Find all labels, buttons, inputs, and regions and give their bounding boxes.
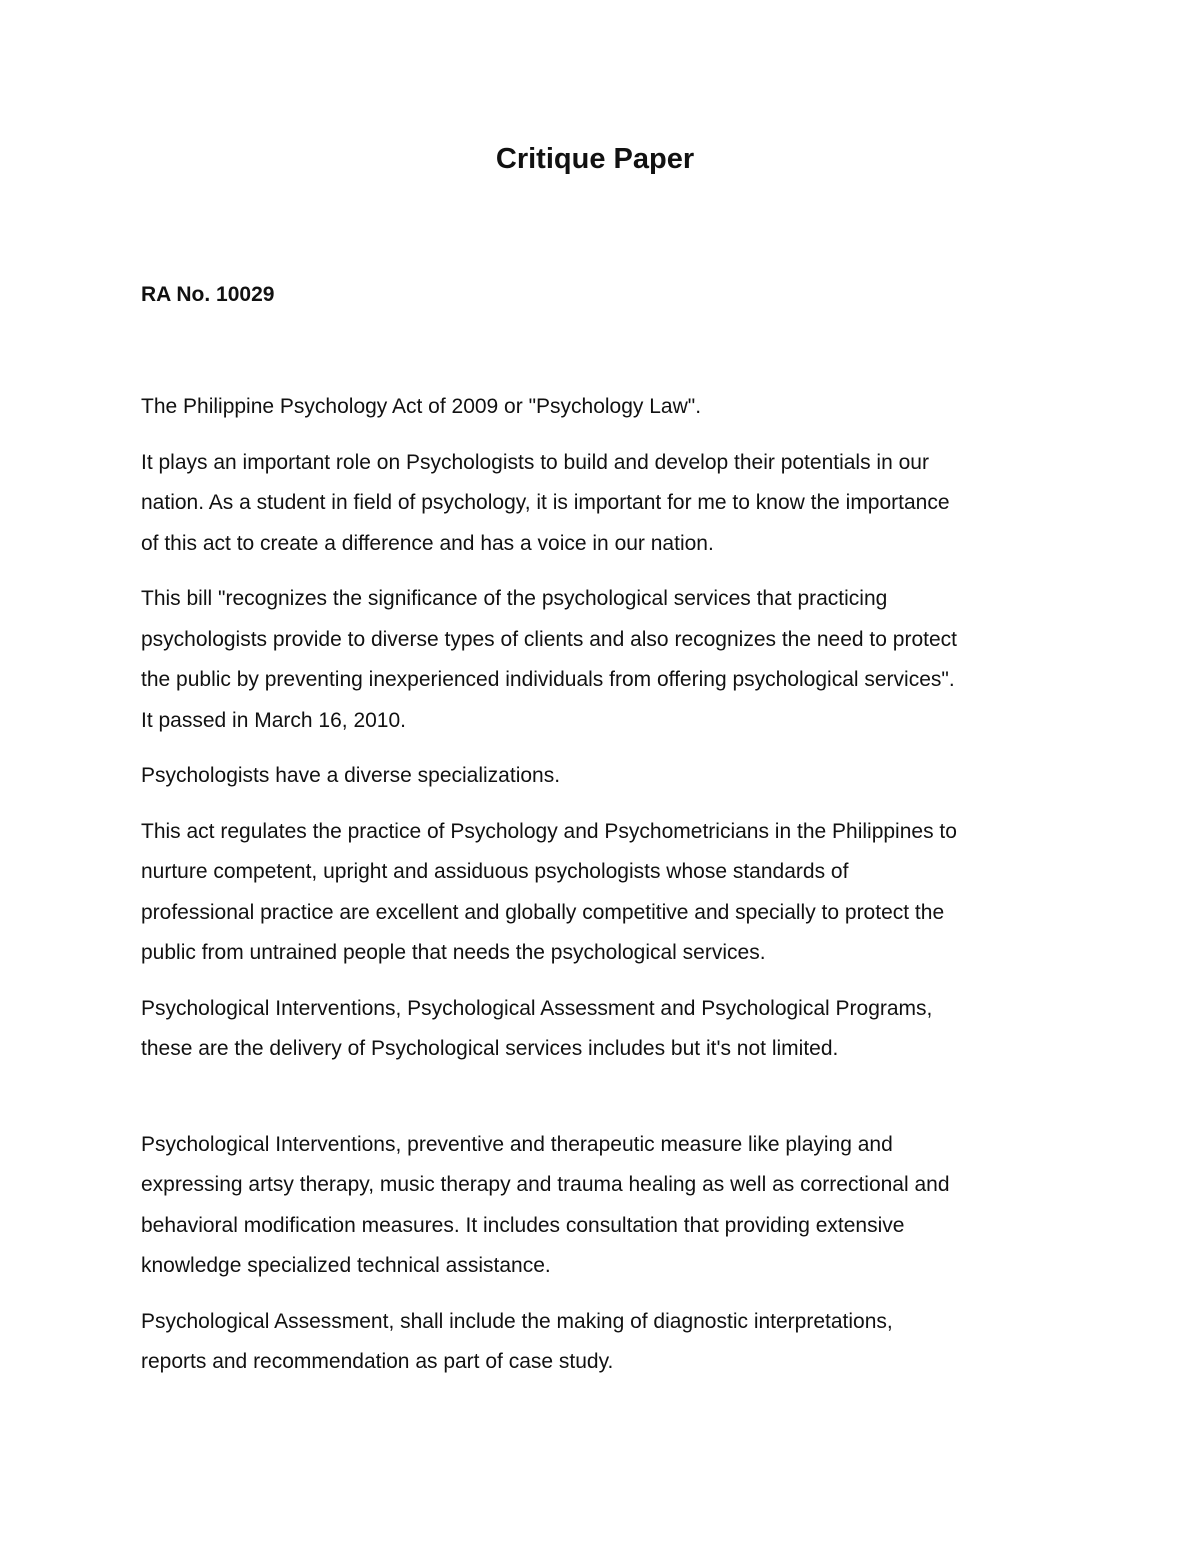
paragraph-5: This act regulates the practice of Psychology and Psychometricians in the Philippines to nurture competent, upright and assiduous psychologists whose standards of professional practice are excellent and globally competitive and specially to protect the public from untrained people that needs the psychological services. — [141, 819, 957, 964]
document-body — [141, 387, 1081, 1398]
document-title: Critique Paper — [495, 143, 695, 175]
paragraph-1: The Philippine Psychology Act of 2009 or "Psychology Law". — [141, 395, 702, 418]
paragraph-4: Psychologists have a diverse specializations. — [141, 764, 561, 787]
paragraph-2: It plays an important role on Psychologists to build and develop their potentials in our nation. As a student in field of psychology, it is important for me to know the importance of this act to create a difference and has a voice in our nation. — [141, 450, 950, 555]
paragraph-8: Psychological Assessment, shall include the making of diagnostic interpretations, reports and recommendation as part of case study. — [141, 1309, 893, 1373]
paragraph-7: Psychological Interventions, preventive and therapeutic measure like playing and expressing artsy therapy, music therapy and trauma healing as well as correctional and behavioral modification measures. It includes consultation that providing extensive knowledge specialized technical assistance. — [141, 1132, 950, 1277]
paragraph-3: This bill "recognizes the significance of the psychological services that practicing psychologists provide to diverse types of clients and also recognizes the need to protect the public by preventing inexperienced individuals from offering psychological services". It passed in March 16, 2010. — [141, 587, 957, 732]
paragraph-6: Psychological Interventions, Psychological Assessment and Psychological Programs, these are the delivery of Psychological services includes but it's not limited. — [141, 996, 933, 1060]
document-subheading: RA No. 10029 — [141, 283, 275, 306]
